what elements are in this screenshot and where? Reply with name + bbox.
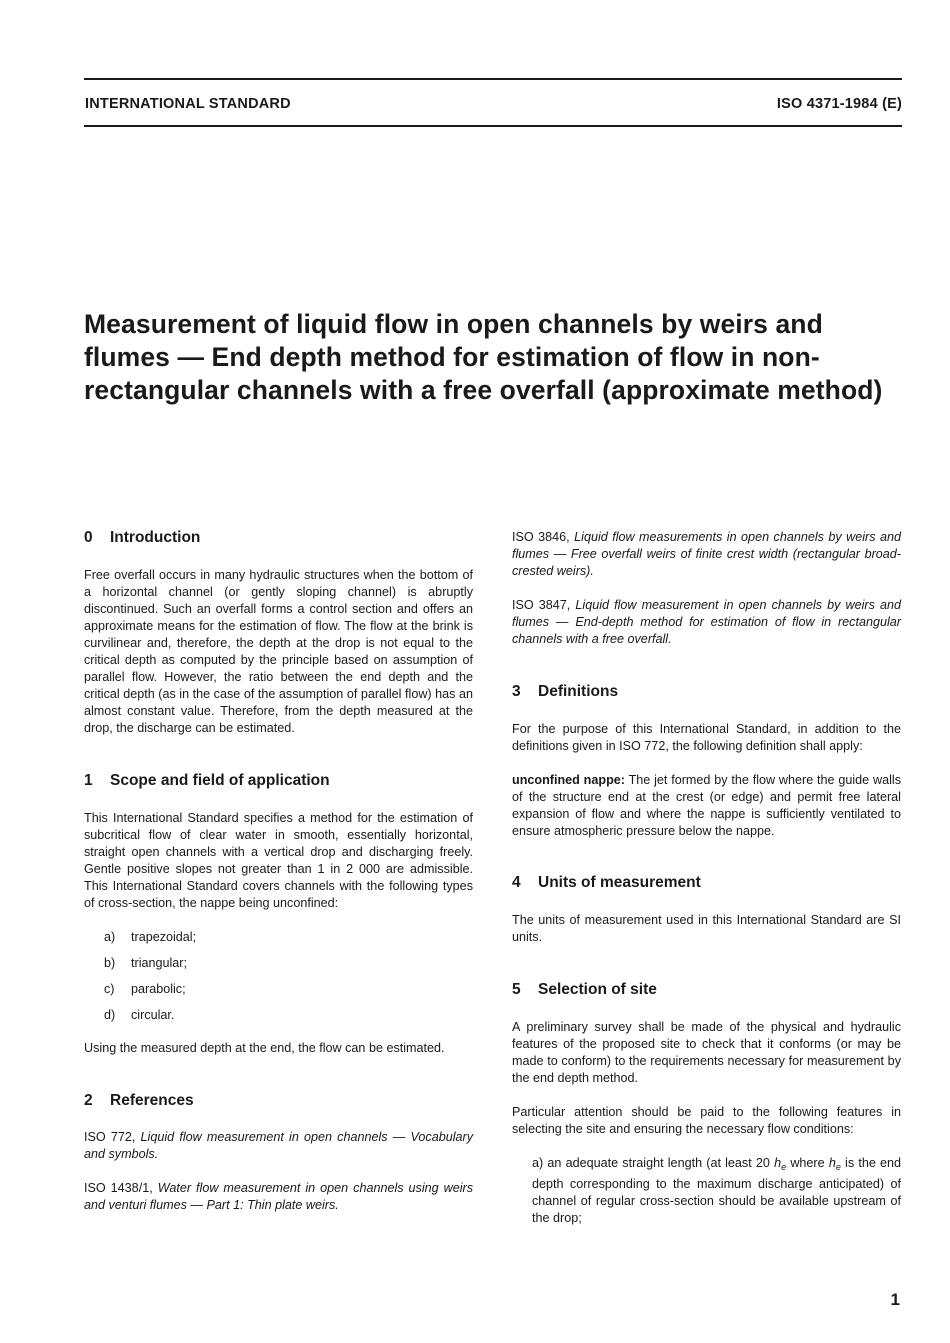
section-number: 2 <box>84 1092 93 1109</box>
paragraph: Using the measured depth at the end, the flow can be estimated. <box>84 1041 445 1055</box>
definition <box>512 772 901 840</box>
header-rule-top <box>84 78 902 80</box>
list-item-a <box>512 1155 901 1227</box>
cross-section-list <box>84 929 473 1033</box>
section-number: 1 <box>84 772 93 789</box>
section-number: 3 <box>512 683 521 700</box>
section-title: Scope and field of application <box>110 772 330 789</box>
paragraph: A preliminary survey shall be made of the physical and hydraulic features of the proposed site to check that it conforms (or may be made to conform) to the requirements necessary for measurement by the end depth method. <box>512 1020 901 1085</box>
list-text: circular. <box>131 1008 175 1022</box>
paragraph: This International Standard specifies a method for the estimation of subcritical flow of clear water in smooth, essentially horizontal, straight open channels with a vertical drop and discharging freely. Gentle positive slopes not greater than 1 in 2 000 are admissible. This International Standard covers channels with the following types of cross-section, the nappe being unconfined: <box>84 811 473 910</box>
item-text: an adequate straight length (at least 20 <box>547 1156 770 1170</box>
section-scope <box>84 771 473 1057</box>
reference-code: ISO 3847, <box>512 598 571 612</box>
section-references <box>84 1091 473 1214</box>
reference-item <box>512 529 901 580</box>
definition-text: The jet formed by the flow where the guide walls of the structure end at the crest (or edge) and permit free lateral expansion of flow and where the nappe is sufficiently ventilated to ensure atmospheric pressure below the nappe. <box>512 773 901 838</box>
list-label: b) <box>104 956 116 970</box>
list-label: a) <box>532 1156 544 1170</box>
section-number: 4 <box>512 874 521 891</box>
item-text: is the end depth corresponding to the maximum discharge anticipated) of channel of regular cross-section should be available upstream of the drop; <box>532 1156 902 1225</box>
section-number: 5 <box>512 981 521 998</box>
right-column <box>512 529 901 1227</box>
reference-title: Liquid flow measurement in open channels by weirs and flumes — End-depth method for estimation of flow in rectangular channels with a free overfall. <box>512 598 901 646</box>
symbol: h <box>828 1156 836 1170</box>
reference-title: Liquid flow measurements in open channels by weirs and flumes — Free overfall weirs of finite crest width (rectangular broad-crested weirs). <box>512 530 902 578</box>
doc-type-label: INTERNATIONAL STANDARD <box>85 96 291 112</box>
section-title: Selection of site <box>538 981 657 998</box>
section-title: Introduction <box>110 529 201 546</box>
list-text: trapezoidal; <box>131 930 197 944</box>
list-item <box>84 955 473 981</box>
reference-code: ISO 3846, <box>512 530 570 544</box>
section-number: 0 <box>84 529 93 546</box>
symbol: h <box>774 1156 782 1170</box>
reference-item <box>84 1180 473 1214</box>
reference-item <box>512 597 901 648</box>
standard-number: ISO 4371-1984 (E) <box>776 96 902 112</box>
paragraph: Particular attention should be paid to the following features in selecting the site and ensuring the necessary flow conditions: <box>512 1105 901 1136</box>
reference-code: ISO 772, <box>84 1130 136 1144</box>
left-column <box>84 528 473 1214</box>
list-text: parabolic; <box>131 982 186 996</box>
section-heading <box>84 771 473 791</box>
header-rule-bottom <box>84 125 902 127</box>
symbol-subscript: e <box>835 1162 841 1172</box>
reference-item <box>84 1129 473 1163</box>
defined-term: unconfined nappe: <box>512 773 625 787</box>
section-heading <box>512 980 901 1000</box>
list-label: d) <box>104 1008 116 1022</box>
section-title: References <box>110 1092 194 1109</box>
end-depth-symbol <box>829 1156 841 1170</box>
paragraph: The units of measurement used in this International Standard are SI units. <box>512 913 901 944</box>
section-title: Definitions <box>538 683 619 700</box>
section-heading <box>512 682 901 702</box>
symbol-subscript: e <box>781 1162 787 1172</box>
section-heading <box>84 528 473 548</box>
section-title: Units of measurement <box>538 874 701 891</box>
list-label: c) <box>104 982 115 996</box>
item-text: where <box>790 1156 825 1170</box>
page-number: 1 <box>890 1290 900 1309</box>
paragraph: For the purpose of this International Standard, in addition to the definitions given in ISO 772, the following definition shall apply: <box>512 722 901 753</box>
list-item <box>84 929 473 955</box>
section-heading <box>512 873 901 893</box>
section-introduction <box>84 528 473 737</box>
section-definitions <box>512 682 901 840</box>
section-units <box>512 873 901 946</box>
reference-code: ISO 1438/1, <box>84 1181 153 1195</box>
page-title: Measurement of liquid flow in open channels by weirs and flumes — End depth method for estimation of flow in non-rectangular channels with a free overfall (approximate method) <box>84 309 883 405</box>
list-item <box>84 1007 473 1033</box>
reference-title: Liquid flow measurement in open channels — Vocabulary and symbols. <box>84 1130 474 1161</box>
list-text: triangular; <box>131 956 188 970</box>
end-depth-symbol <box>774 1156 786 1170</box>
list-label: a) <box>104 930 116 944</box>
section-site-selection <box>512 980 901 1227</box>
reference-title: Water flow measurement in open channels using weirs and venturi flumes — Part 1: Thin plate weirs. <box>84 1181 474 1212</box>
paragraph: Free overfall occurs in many hydraulic structures when the bottom of a horizontal channel (or gently sloping channel) is abruptly discontinued. Such an overfall forms a control section and offers an approximate means for the estimation of flow. The flow at the brink is curvilinear and, therefore, the depth at the drop is not equal to the critical depth as computed by the principle based on assumption of parallel flow. However, the ratio between the end depth and the critical depth (as in the case of the assumption of parallel flow) has an almost constant value. Therefore, from the depth measured at the drop, the discharge can be estimated. <box>84 568 473 735</box>
section-heading <box>84 1091 473 1111</box>
list-item <box>84 981 473 1007</box>
